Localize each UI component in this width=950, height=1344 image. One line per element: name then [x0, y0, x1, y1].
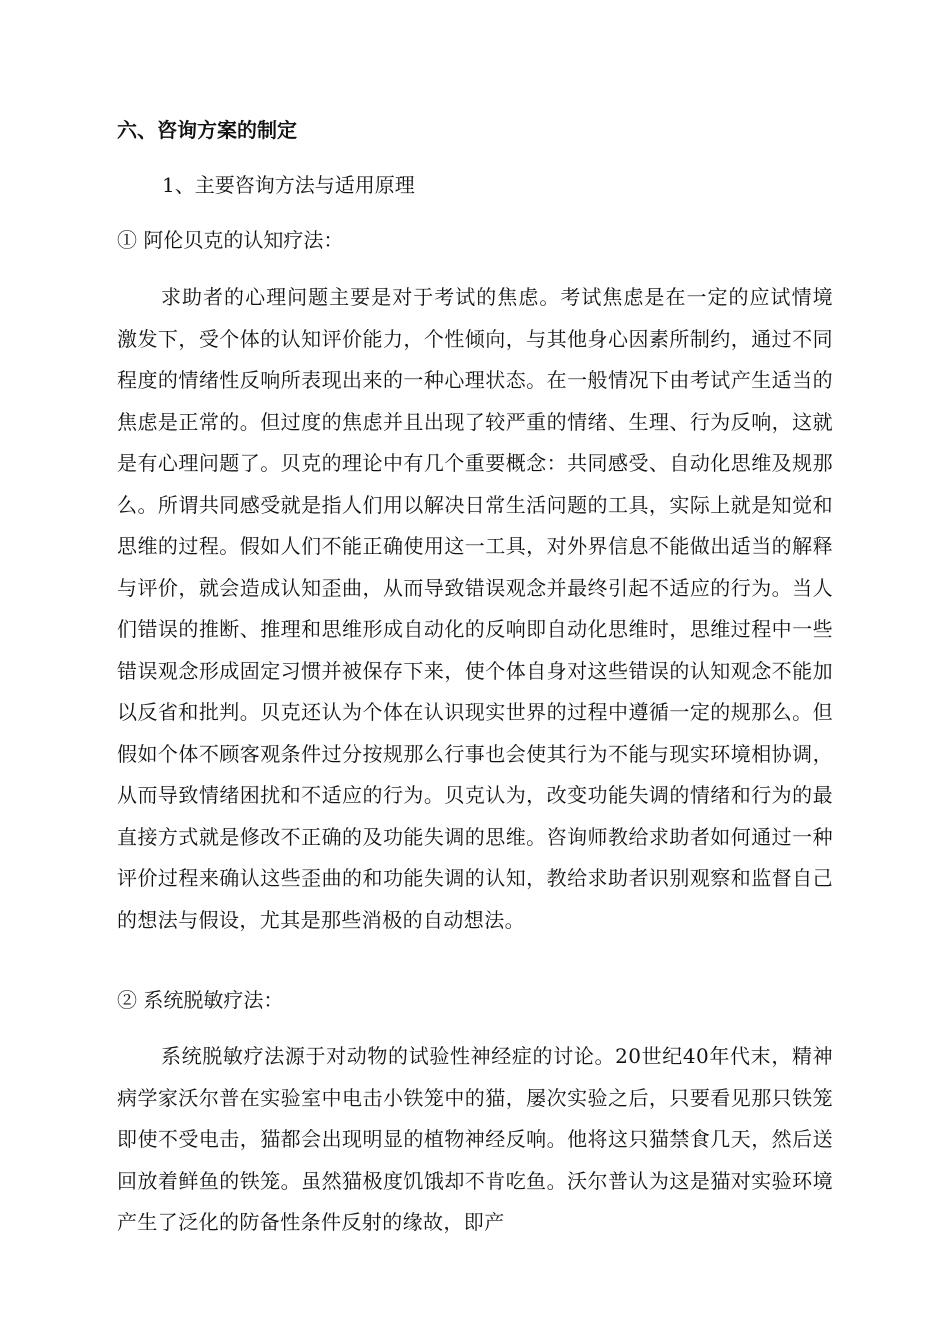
subsection-title: 1、主要咨询方法与适用原理	[162, 173, 415, 197]
method-1-heading: ① 阿伦贝克的认知疗法：	[117, 228, 344, 252]
section-title: 六、咨询方案的制定	[117, 118, 297, 142]
method-2-paragraph: 系统脱敏疗法源于对动物的试验性神经症的讨论。20世纪40年代末，精神病学家沃尔普在实验室中电击小铁笼中的猫，屡次实验之后，只要看见那只铁笼即使不受电击，猫都会出现明显的植物神经反响。他将这只猫禁食几天，然后送回放着鲜鱼的铁笼。虽然猫极度饥饿却不肯吃鱼。沃尔普认为这是猫对实验环境产生了泛化的防备性条件反射的缘故，即产	[117, 1044, 833, 1234]
method-2-heading: ② 系统脱敏疗法：	[117, 988, 284, 1012]
method-1-paragraph: 求助者的心理问题主要是对于考试的焦虑。考试焦虑是在一定的应试情境激发下，受个体的认知评价能力，个性倾向，与其他身心因素所制约，通过不同程度的情绪性反响所表现出来的一种心理状态。在一般情况下由考试产生适当的焦虑是正常的。但过度的焦虑并且出现了较严重的情绪、生理、行为反响，这就是有心理问题了。贝克的理论中有几个重要概念：共同感受、自动化思维及规那么。所谓共同感受就是指人们用以解决日常生活问题的工具，实际上就是知觉和思维的过程。假如人们不能正确使用这一工具，对外界信息不能做出适当的解释与评价，就会造成认知歪曲，从而导致错误观念并最终引起不适应的行为。当人们错误的推断、推理和思维形成自动化的反响即自动化思维时，思维过程中一些错误观念形成固定习惯并被保存下来，使个体自身对这些错误的认知观念不能加以反省和批判。贝克还认为个体在认识现实世界的过程中遵循一定的规那么。但假如个体不顾客观条件过分按规那么行事也会使其行为不能与现实环境相协调，从而导致情绪困扰和不适应的行为。贝克认为，改变功能失调的情绪和行为的最直接方式就是修改不正确的及功能失调的思维。咨询师教给求助者如何通过一种评价过程来确认这些歪曲的和功能失调的认知，教给求助者识别观察和监督自己的想法与假设，尤其是那些消极的自动想法。	[117, 285, 833, 932]
